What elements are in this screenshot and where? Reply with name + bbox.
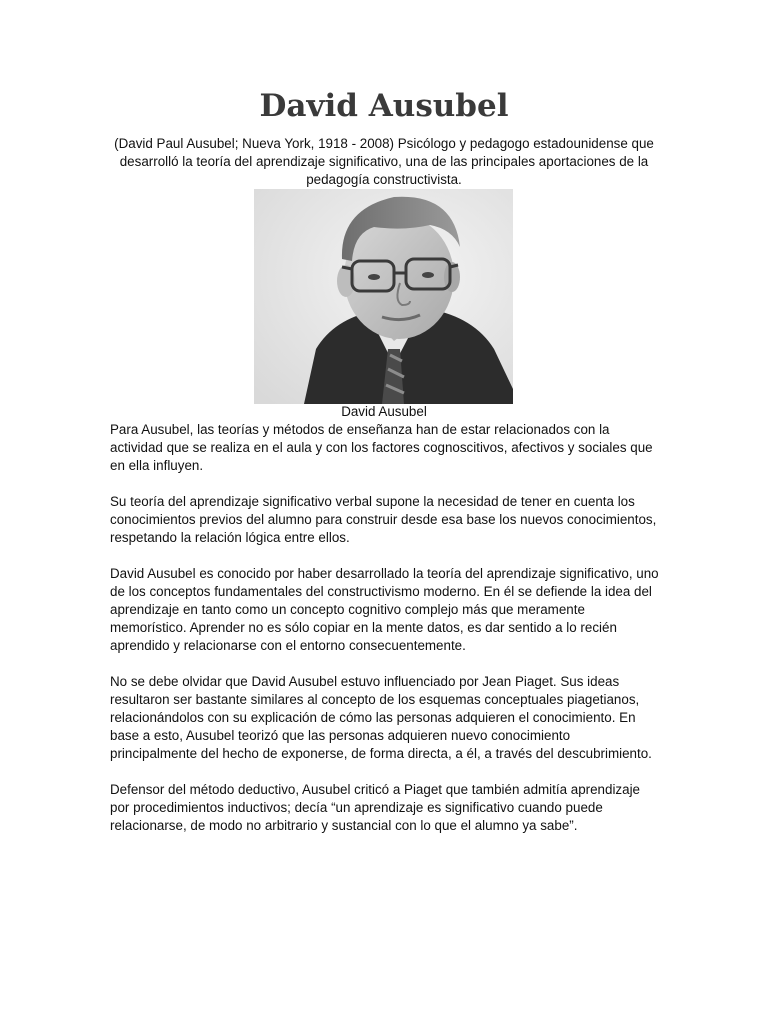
page-title: David Ausubel <box>259 88 509 124</box>
paragraph-3: David Ausubel es conocido por haber desarrollado la teoría del aprendizaje significativo, uno de los conceptos fundamentales del constructivismo moderno. En él se defiende la idea del aprendizaje en tanto como un concepto cognitivo complejo más que meramente memorístico. Aprender no es sólo copiar en la mente datos, es dar sentido a lo recién aprendido y relacionarse con el entorno consecuentemente. <box>110 566 659 653</box>
paragraph-4: No se debe olvidar que David Ausubel estuvo influenciado por Jean Piaget. Sus ideas resultaron ser bastante similares al concepto de los esquemas conceptuales piagetianos, relacionándolos con su explicación de cómo las personas adquieren el conocimiento. En base a esto, Ausubel teorizó que las personas adquieren nuevo conocimiento principalmente del hecho de exponerse, de forma directa, a él, a través del descubrimiento. <box>110 674 652 761</box>
paragraph-2: Su teoría del aprendizaje significativo verbal supone la necesidad de tener en cuenta los conocimientos previos del alumno para construir desde esa base los nuevos conocimientos, respetando la relación lógica entre ellos. <box>110 494 657 545</box>
portrait-image <box>254 189 513 404</box>
paragraph-5: Defensor del método deductivo, Ausubel criticó a Piaget que también admitía aprendizaje por procedimientos inductivos; decía “un aprendizaje es significativo cuando puede relacionarse, de modo no arbitrario y sustancial con lo que el alumno ya sabe”. <box>110 782 640 833</box>
image-caption: David Ausubel <box>341 404 427 419</box>
intro-paragraph: (David Paul Ausubel; Nueva York, 1918 - 2008) Psicólogo y pedagogo estadounidense que desarrolló la teoría del aprendizaje significativo, una de las principales aportaciones de la pedagogía constructivista. <box>114 136 654 187</box>
body-text <box>110 421 660 853</box>
paragraph-1: Para Ausubel, las teorías y métodos de enseñanza han de estar relacionados con la actividad que se realiza en el aula y con los factores cognoscitivos, afectivos y sociales que en ella influyen. <box>110 422 653 473</box>
